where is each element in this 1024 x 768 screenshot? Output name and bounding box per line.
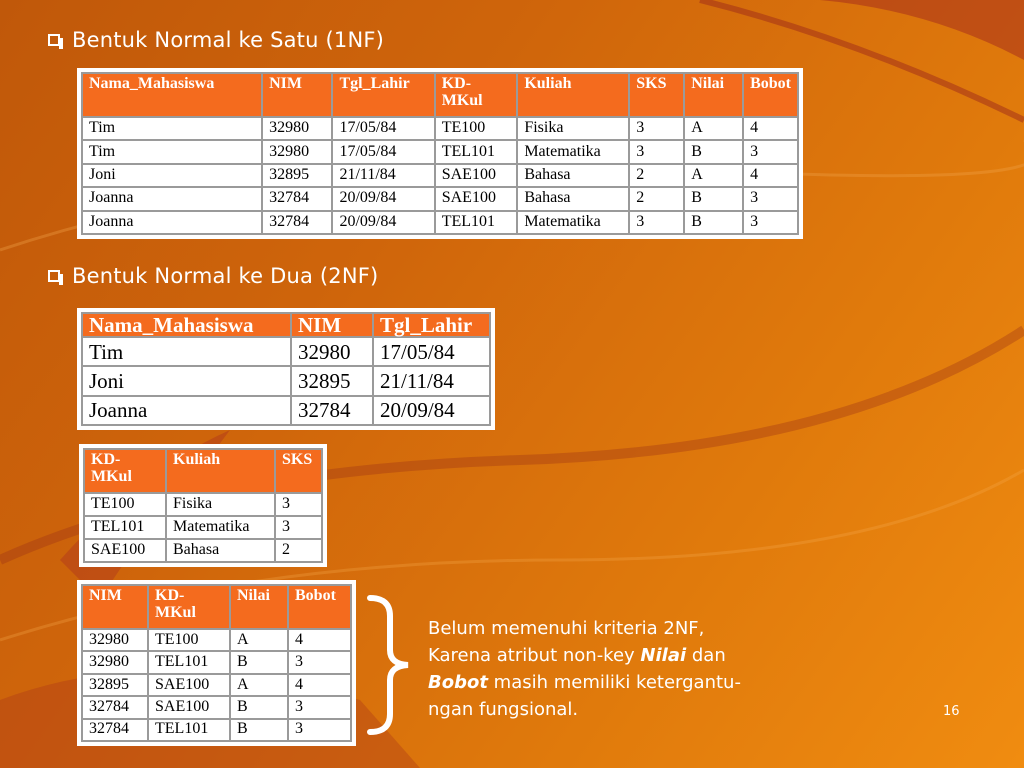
table-cell: TEL101 bbox=[148, 651, 230, 673]
note-line: Bobot masih memiliki ketergantu- bbox=[428, 672, 741, 693]
table-cell: Matematika bbox=[517, 140, 629, 163]
table-row bbox=[82, 117, 798, 140]
table-cell: 32895 bbox=[262, 164, 332, 187]
page-number: 16 bbox=[943, 704, 960, 719]
table-cell: 3 bbox=[629, 211, 684, 234]
table-row bbox=[82, 164, 798, 187]
column-header: NIM bbox=[262, 73, 332, 117]
table-cell: 32980 bbox=[262, 140, 332, 163]
table-cell: 3 bbox=[275, 493, 322, 516]
table-cell: 17/05/84 bbox=[373, 337, 490, 366]
table-row bbox=[82, 337, 490, 366]
table-cell: 3 bbox=[743, 187, 798, 210]
table-cell: 4 bbox=[743, 117, 798, 140]
table-cell: 4 bbox=[288, 674, 351, 696]
heading-1nf-text: Bentuk Normal ke Satu (1NF) bbox=[72, 28, 385, 52]
table-cell: 3 bbox=[288, 719, 351, 741]
table-row bbox=[82, 366, 490, 395]
note-line: ngan fungsional. bbox=[428, 699, 579, 720]
table-header-row bbox=[82, 585, 351, 629]
table-cell: 20/09/84 bbox=[373, 396, 490, 425]
table-cell: TEL101 bbox=[84, 516, 166, 539]
column-header: SKS bbox=[629, 73, 684, 117]
note-emphasis-nilai: Nilai bbox=[640, 645, 687, 666]
table-cell: 32784 bbox=[262, 187, 332, 210]
table-cell: 17/05/84 bbox=[332, 140, 434, 163]
table-cell: A bbox=[684, 117, 743, 140]
table-cell: SAE100 bbox=[148, 696, 230, 718]
table-cell: 32980 bbox=[82, 651, 148, 673]
table-1nf bbox=[77, 68, 803, 239]
table-cell: Joni bbox=[82, 164, 262, 187]
note-line: Karena atribut non-key Nilai dan bbox=[428, 645, 726, 666]
table-mahasiswa bbox=[77, 308, 495, 430]
heading-2nf-text: Bentuk Normal ke Dua (2NF) bbox=[72, 264, 379, 288]
column-header: KD-MKul bbox=[148, 585, 230, 629]
table-cell: B bbox=[230, 651, 288, 673]
column-header: SKS bbox=[275, 449, 322, 493]
table-row bbox=[84, 539, 322, 562]
column-header: KD-MKul bbox=[84, 449, 166, 493]
table-cell: Joanna bbox=[82, 211, 262, 234]
table-cell: A bbox=[230, 629, 288, 651]
table-cell: 3 bbox=[288, 651, 351, 673]
table-cell: 32895 bbox=[82, 674, 148, 696]
table-cell: SAE100 bbox=[435, 187, 518, 210]
table-header-row bbox=[82, 73, 798, 117]
explanation-note bbox=[428, 615, 838, 723]
table-cell: 4 bbox=[288, 629, 351, 651]
table-cell: 3 bbox=[288, 696, 351, 718]
table-cell: B bbox=[684, 140, 743, 163]
table-cell: 20/09/84 bbox=[332, 211, 434, 234]
table-cell: Tim bbox=[82, 337, 291, 366]
checkbox-bullet-icon bbox=[48, 270, 60, 282]
table-cell: Fisika bbox=[517, 117, 629, 140]
table-cell: Matematika bbox=[166, 516, 275, 539]
table-row bbox=[82, 696, 351, 718]
table-cell: 32980 bbox=[291, 337, 373, 366]
note-line: Belum memenuhi kriteria 2NF, bbox=[428, 618, 705, 639]
table-cell: 3 bbox=[629, 117, 684, 140]
table-cell: Tim bbox=[82, 117, 262, 140]
table-cell: 3 bbox=[743, 211, 798, 234]
table-cell: Joni bbox=[82, 366, 291, 395]
curly-brace-icon bbox=[364, 594, 416, 736]
heading-1nf bbox=[48, 28, 384, 52]
column-header: Kuliah bbox=[166, 449, 275, 493]
table-kuliah bbox=[79, 444, 327, 567]
table-cell: SAE100 bbox=[84, 539, 166, 562]
column-header: Nama_Mahasiswa bbox=[82, 313, 291, 337]
table-cell: A bbox=[230, 674, 288, 696]
table-cell: Fisika bbox=[166, 493, 275, 516]
table-cell: B bbox=[230, 696, 288, 718]
table-cell: Tim bbox=[82, 140, 262, 163]
table-cell: 32980 bbox=[262, 117, 332, 140]
table-cell: 20/09/84 bbox=[332, 187, 434, 210]
heading-2nf bbox=[48, 264, 378, 288]
table-cell: 3 bbox=[629, 140, 684, 163]
table-row bbox=[82, 719, 351, 741]
column-header: Nilai bbox=[684, 73, 743, 117]
table-cell: B bbox=[230, 719, 288, 741]
table-header-row bbox=[82, 313, 490, 337]
table-cell: Matematika bbox=[517, 211, 629, 234]
table-cell: 17/05/84 bbox=[332, 117, 434, 140]
table-cell: TEL101 bbox=[435, 211, 518, 234]
note-emphasis-bobot: Bobot bbox=[428, 672, 488, 693]
table-cell: Joanna bbox=[82, 187, 262, 210]
table-cell: TE100 bbox=[435, 117, 518, 140]
table-cell: 32784 bbox=[262, 211, 332, 234]
table-cell: TEL101 bbox=[148, 719, 230, 741]
table-cell: 21/11/84 bbox=[332, 164, 434, 187]
table-cell: A bbox=[684, 164, 743, 187]
table-cell: B bbox=[684, 187, 743, 210]
column-header: Tgl_Lahir bbox=[332, 73, 434, 117]
column-header: Nilai bbox=[230, 585, 288, 629]
table-cell: 3 bbox=[275, 516, 322, 539]
table-cell: Joanna bbox=[82, 396, 291, 425]
table-cell: TEL101 bbox=[435, 140, 518, 163]
table-row bbox=[84, 516, 322, 539]
table-cell: 4 bbox=[743, 164, 798, 187]
table-row bbox=[82, 651, 351, 673]
checkbox-bullet-icon bbox=[48, 34, 60, 46]
table-header-row bbox=[84, 449, 322, 493]
table-cell: Bahasa bbox=[517, 164, 629, 187]
table-cell: Bahasa bbox=[517, 187, 629, 210]
table-row bbox=[82, 674, 351, 696]
table-cell: 2 bbox=[629, 164, 684, 187]
table-cell: Bahasa bbox=[166, 539, 275, 562]
column-header: NIM bbox=[291, 313, 373, 337]
column-header: Bobot bbox=[288, 585, 351, 629]
table-cell: 32784 bbox=[82, 719, 148, 741]
table-cell: 2 bbox=[275, 539, 322, 562]
column-header: Tgl_Lahir bbox=[373, 313, 490, 337]
table-cell: TE100 bbox=[84, 493, 166, 516]
table-cell: 32980 bbox=[82, 629, 148, 651]
table-cell: TE100 bbox=[148, 629, 230, 651]
table-cell: B bbox=[684, 211, 743, 234]
table-cell: 3 bbox=[743, 140, 798, 163]
column-header: Nama_Mahasiswa bbox=[82, 73, 262, 117]
table-cell: 32784 bbox=[82, 696, 148, 718]
table-row bbox=[82, 396, 490, 425]
table-row bbox=[84, 493, 322, 516]
column-header: NIM bbox=[82, 585, 148, 629]
table-cell: SAE100 bbox=[435, 164, 518, 187]
table-row bbox=[82, 629, 351, 651]
column-header: Bobot bbox=[743, 73, 798, 117]
table-cell: 32784 bbox=[291, 396, 373, 425]
table-nilai bbox=[77, 580, 356, 746]
column-header: KD-MKul bbox=[435, 73, 518, 117]
table-cell: 21/11/84 bbox=[373, 366, 490, 395]
table-row bbox=[82, 211, 798, 234]
table-row bbox=[82, 187, 798, 210]
table-cell: 32895 bbox=[291, 366, 373, 395]
table-cell: SAE100 bbox=[148, 674, 230, 696]
column-header: Kuliah bbox=[517, 73, 629, 117]
table-row bbox=[82, 140, 798, 163]
table-cell: 2 bbox=[629, 187, 684, 210]
